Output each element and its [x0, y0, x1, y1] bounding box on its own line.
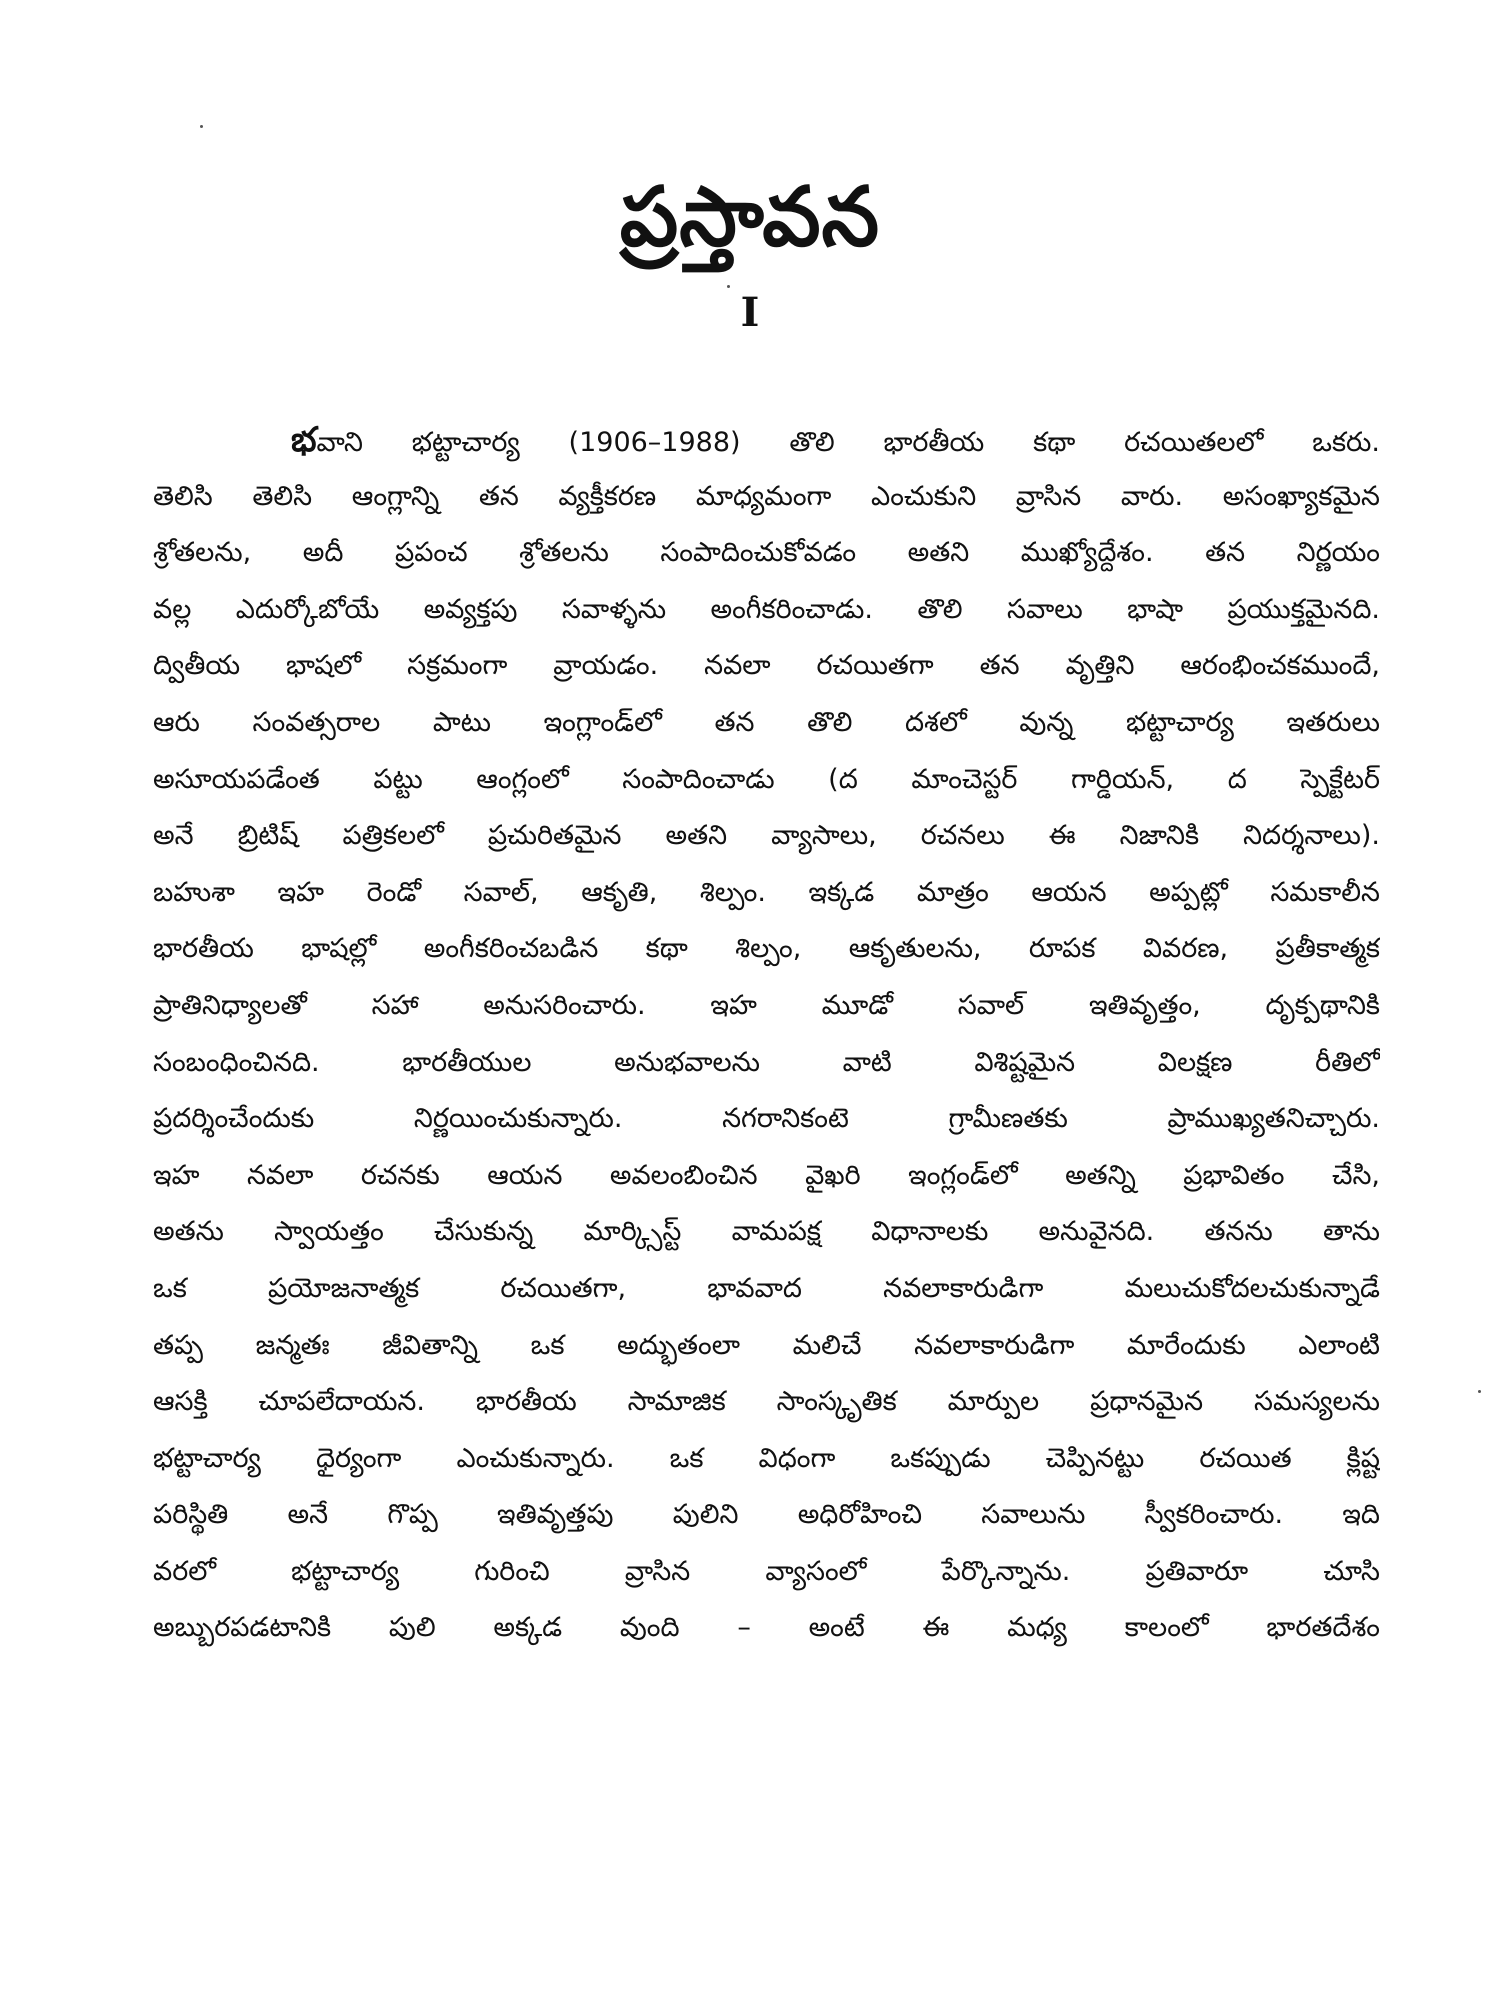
text-line: ప్రదర్శించేందుకు నిర్ణయించుకున్నారు. నగరానికంటె గ్రామీణతకు ప్రాముఖ్యతనిచ్చారు. — [153, 1103, 1380, 1135]
drop-letter: భ — [291, 420, 317, 460]
text-line: ఒక ప్రయోజనాత్మక రచయితగా, భావవాద నవలాకారుడిగా మలుచుకోదలచుకున్నాడే — [153, 1272, 1380, 1304]
text-line: అతను స్వాయత్తం చేసుకున్న మార్క్సిస్ట్ వామపక్ష విధానాలకు అనువైనది. తనను తాను — [153, 1216, 1380, 1248]
text-line: ద్వితీయ భాషలో సక్రమంగా వ్రాయడం. నవలా రచయితగా తన వృత్తిని ఆరంభించకముందే, — [153, 650, 1380, 682]
text-line: వల్ల ఎదుర్కోబోయే అవ్యక్తపు సవాళ్ళను అంగీకరించాడు. తొలి సవాలు భాషా ప్రయుక్తమైనది. — [153, 593, 1380, 625]
paragraph-first-line — [153, 412, 1380, 469]
text-line: అసూయపడేంత పట్టు ఆంగ్లంలో సంపాదించాడు (ద మాంచెస్టర్ గార్డియన్, ద స్పెక్టేటర్ — [153, 763, 1380, 795]
text-line: అబ్బురపడటానికి పులి అక్కడ వుంది – అంటే ఈ మధ్య కాలంలో భారతదేశం — [153, 1612, 1380, 1644]
text-line: బహుశా ఇహ రెండో సవాల్, ఆకృతి, శిల్పం. ఇక్కడ మాత్రం ఆయన అప్పట్లో సమకాలీన — [153, 876, 1380, 908]
section-numeral: I — [740, 289, 760, 336]
text-line: ఆసక్తి చూపలేదాయన. భారతీయ సామాజిక సాంస్కృతిక మార్పుల ప్రధానమైన సమస్యలను — [153, 1386, 1380, 1418]
first-line-text: వాని భట్టాచార్య (1906–1988) తొలి భారతీయ కథా రచయితలలో ఒకరు. — [316, 427, 1380, 458]
text-line: భారతీయ భాషల్లో అంగీకరించబడిన కథా శిల్పం, ఆకృతులను, రూపక వివరణ, ప్రతీకాత్మక — [153, 933, 1380, 965]
text-line: అనే బ్రిటిష్ పత్రికలలో ప్రచురితమైన అతని వ్యాసాలు, రచనలు ఈ నిజానికి నిదర్శనాలు). — [153, 820, 1380, 852]
text-line: ఇహ నవలా రచనకు ఆయన అవలంబించిన వైఖరి ఇంగ్లండ్‌లో అతన్ని ప్రభావితం చేసి, — [153, 1159, 1380, 1191]
text-line: ఆరు సంవత్సరాల పాటు ఇంగ్లాండ్‌లో తన తొలి దశలో వున్న భట్టాచార్య ఇతరులు — [153, 706, 1380, 738]
text-line: వరలో భట్టాచార్య గురించి వ్రాసిన వ్యాసంలో పేర్కొన్నాను. ప్రతివారూ చూసి — [153, 1555, 1380, 1587]
text-line: సంబంధించినది. భారతీయుల అనుభవాలను వాటి విశిష్టమైన విలక్షణ రీతిలో — [153, 1046, 1380, 1078]
text-line: తప్ప జన్మతః జీవితాన్ని ఒక అద్భుతంలా మలిచే నవలాకారుడిగా మారేందుకు ఎలాంటి — [153, 1329, 1380, 1361]
body-text — [153, 412, 1380, 1657]
page-title: ప్రస్తావన — [619, 170, 881, 265]
text-line: ప్రాతినిధ్యాలతో సహా అనుసరించారు. ఇహ మూడో సవాల్ ఇతివృత్తం, దృక్పథానికి — [153, 989, 1380, 1021]
text-line: పరిస్థితి అనే గొప్ప ఇతివృత్తపు పులిని అధిరోహించి సవాలును స్వీకరించారు. ఇది — [153, 1499, 1380, 1531]
scan-speck — [200, 125, 203, 128]
text-line: భట్టాచార్య ధైర్యంగా ఎంచుకున్నారు. ఒక విధంగా ఒకప్పుడు చెప్పినట్టు రచయిత క్లిష్ట — [153, 1442, 1380, 1474]
text-line: శ్రోతలను, అదీ ప్రపంచ శ్రోతలను సంపాదించుకోవడం అతని ముఖ్యోద్దేశం. తన నిర్ణయం — [153, 537, 1380, 569]
scan-speck — [1478, 1390, 1481, 1393]
text-line: తెలిసి తెలిసి ఆంగ్లాన్ని తన వ్యక్తీకరణ మాధ్యమంగా ఎంచుకుని వ్రాసిన వారు. అసంఖ్యాకమైన — [153, 480, 1380, 512]
